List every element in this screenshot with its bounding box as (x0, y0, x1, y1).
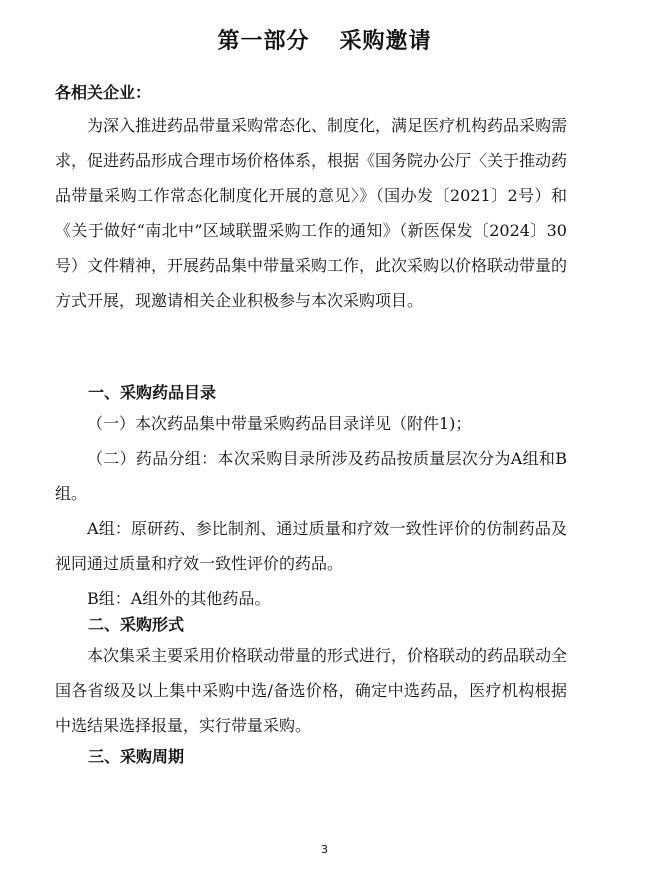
section1-body (55, 406, 567, 616)
page-title (0, 24, 649, 55)
section1-item-1: （一）本次药品集中带量采购药品目录详见（附件1)； (87, 414, 472, 433)
section1-item-3: A组：原研药、参比制剂、通过质量和疗效一致性评价的仿制药品及视同通过质量和疗效一致性评价的药品。 (55, 519, 567, 573)
salutation: 各相关企业： (55, 83, 152, 102)
title-name: 采购邀请 (339, 29, 432, 54)
intro-paragraph: 为深入推进药品带量采购常态化、制度化，满足医疗机构药品采购需求，促进药品形成合理市场价格体系，根据《国务院办公厅〈关于推动药品带量采购工作常态化制度化开展的意见〉》（国办发〔2021〕2号）和《关于做好“南北中”区域联盟采购工作的通知》（新医保发〔2024〕30号）文件精神，开展药品集中带量采购工作，此次采购以价格联动带量的方式开展，现邀请相关企业积极参与本次采购项目。 (55, 116, 568, 310)
section3-heading: 三、采购周期 (88, 747, 185, 766)
section1-item-4: B组：A组外的其他药品。 (87, 589, 271, 608)
intro-block (55, 108, 567, 318)
section1-item-2: （二）药品分组：本次采购目录所涉及药品按质量层次分为A组和B组。 (55, 449, 567, 503)
page-number: 3 (321, 843, 328, 856)
title-part: 第一部分 (217, 29, 310, 54)
section2-body (55, 638, 567, 743)
section2-paragraph: 本次集采主要采用价格联动带量的形式进行，价格联动的药品联动全国各省级及以上集中采购中选/备选价格，确定中选药品，医疗机构根据中选结果选择报量，实行带量采购。 (55, 646, 568, 735)
section1-heading: 一、采购药品目录 (88, 383, 217, 402)
section2-heading: 二、采购形式 (88, 615, 185, 634)
